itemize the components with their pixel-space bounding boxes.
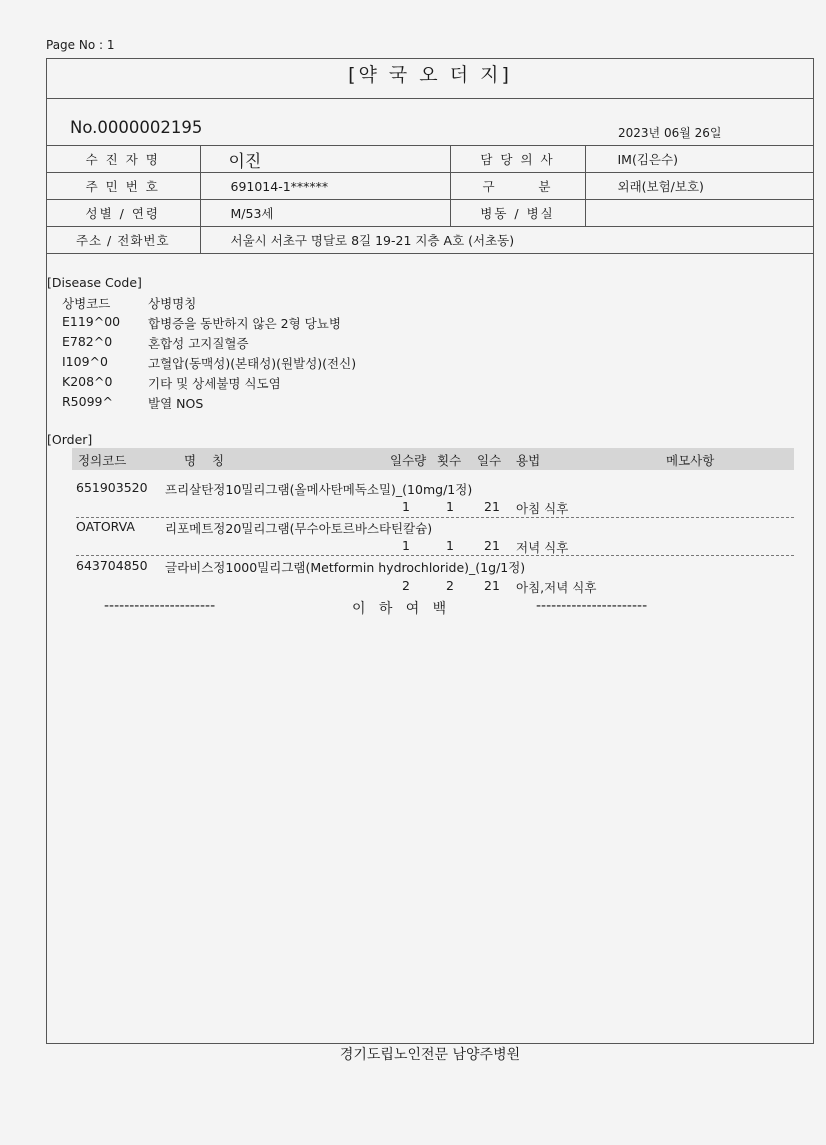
disease-name: 기타 및 상세불명 식도염 <box>148 376 281 391</box>
disease-code: E782^0 <box>62 334 113 349</box>
order-times: 1 <box>446 499 454 514</box>
address-label: 주소 / 전화번호 <box>46 227 200 254</box>
sex-age-label: 성별 / 연령 <box>46 200 200 227</box>
order-qty: 1 <box>402 499 410 514</box>
document-title: [약 국 오 더 지] <box>348 64 512 86</box>
order-days-header: 일수 <box>477 453 502 468</box>
disease-name-header: 상병명칭 <box>148 296 197 311</box>
document-number: No.0000002195 <box>70 118 203 137</box>
disease-name: 혼합성 고지질혈증 <box>148 336 249 351</box>
order-name-header: 명 칭 <box>184 453 225 468</box>
order-name: 글라비스정1000밀리그램(Metformin hydrochloride)_(1g/1정) <box>165 560 526 575</box>
doctor-label: 담 당 의 사 <box>450 146 585 173</box>
category-label: 구 분 <box>450 173 585 200</box>
order-table-header <box>72 448 794 470</box>
order-name: 프리살탄정10밀리그램(올메사탄메독소밀)_(10mg/1정) <box>165 482 473 497</box>
disease-code: K208^0 <box>62 374 113 389</box>
patient-info-table <box>46 145 814 254</box>
document-date: 2023년 06월 26일 <box>618 126 722 140</box>
hospital-name: 경기도립노인전문 남양주병원 <box>339 1047 521 1063</box>
info-row <box>46 146 814 173</box>
info-row <box>46 173 814 200</box>
order-name: 리포메트정20밀리그램(무수아토르바스타틴칼슘) <box>165 521 433 536</box>
order-memo-header: 메모사항 <box>666 453 715 468</box>
end-marker-left: ---------------------- <box>104 598 216 614</box>
title-divider <box>46 98 814 99</box>
order-times: 1 <box>446 538 454 553</box>
address-value: 서울시 서초구 명달로 8길 19-21 지층 A호 (서초동) <box>200 227 814 254</box>
info-row <box>46 227 814 254</box>
order-code: OATORVA <box>76 519 135 534</box>
order-row-divider <box>76 517 794 518</box>
sex-age-value: M/53세 <box>200 200 450 227</box>
patient-name-value: 이진 <box>200 146 450 173</box>
resident-number-value: 691014-1****** <box>200 173 450 200</box>
patient-name-label: 수 진 자 명 <box>46 146 200 173</box>
disease-name: 고혈압(동맥성)(본태성)(원발성)(전신) <box>148 356 357 371</box>
order-usage: 아침,저녁 식후 <box>516 580 597 595</box>
disease-code: E119^00 <box>62 314 121 329</box>
doctor-value: IM(김은수) <box>585 146 814 173</box>
end-marker-text: 이 하 여 백 <box>352 601 447 617</box>
end-marker-right: ---------------------- <box>536 598 648 614</box>
order-code-header: 정의코드 <box>78 453 127 468</box>
order-days: 21 <box>484 578 500 593</box>
page-number: Page No : 1 <box>46 38 115 52</box>
order-code: 643704850 <box>76 558 148 573</box>
order-section-title: [Order] <box>47 432 93 447</box>
disease-name: 발열 NOS <box>148 396 204 411</box>
order-days: 21 <box>484 499 500 514</box>
info-row <box>46 200 814 227</box>
order-times-header: 횟수 <box>437 453 462 468</box>
disease-section-title: [Disease Code] <box>47 275 142 290</box>
order-qty: 2 <box>402 578 410 593</box>
order-usage: 아침 식후 <box>516 501 569 516</box>
order-code: 651903520 <box>76 480 148 495</box>
ward-room-value <box>585 200 814 227</box>
order-row-divider <box>76 555 794 556</box>
order-qty: 1 <box>402 538 410 553</box>
order-qty-header: 일수량 <box>390 453 427 468</box>
order-usage-header: 용법 <box>516 453 541 468</box>
category-value: 외래(보험/보호) <box>585 173 814 200</box>
disease-name: 합병증을 동반하지 않은 2형 당뇨병 <box>148 316 341 331</box>
disease-code: I109^0 <box>62 354 108 369</box>
disease-code: R5099^ <box>62 394 113 409</box>
ward-room-label: 병동 / 병실 <box>450 200 585 227</box>
order-times: 2 <box>446 578 454 593</box>
order-days: 21 <box>484 538 500 553</box>
resident-number-label: 주 민 번 호 <box>46 173 200 200</box>
disease-code-header: 상병코드 <box>62 296 111 311</box>
order-usage: 저녁 식후 <box>516 540 569 555</box>
